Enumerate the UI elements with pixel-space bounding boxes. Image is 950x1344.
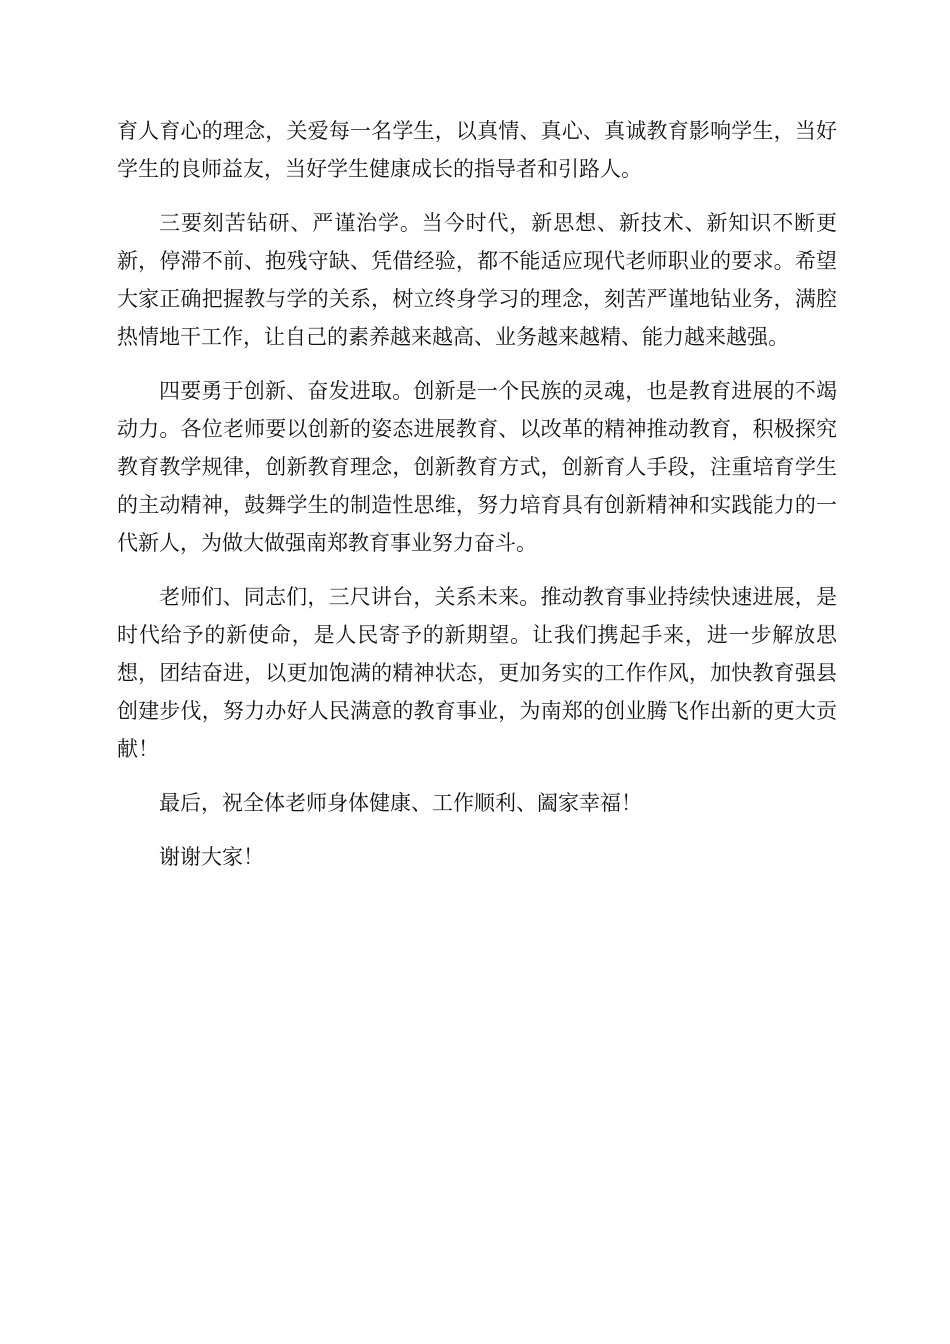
- document-body: [117, 112, 837, 892]
- paragraph-4: 老师们、同志们，三尺讲台，关系未来。推动教育事业持续快速进展，是时代给予的新使命，是人民寄予的新期望。让我们携起手来，进一步解放思想，团结奋进，以更加饱满的精神状态，更加务实的工作作风，加快教育强县创建步伐，努力办好人民满意的教育事业，为南郑的创业腾飞作出新的更大贡献！: [117, 585, 837, 761]
- paragraph-5: 最后，祝全体老师身体健康、工作顺利、阖家幸福！: [159, 791, 642, 815]
- paragraph-2: 三要刻苦钻研、严谨治学。当今时代，新思想、新技术、新知识不断更新，停滞不前、抱残守缺、凭借经验，都不能适应现代老师职业的要求。希望大家正确把握教与学的关系，树立终身学习的理念，刻苦严谨地钻业务，满腔热情地干工作，让自己的素养越来越高、业务越来越精、能力越来越强。: [117, 211, 837, 349]
- paragraph-1: 育人育心的理念，关爱每一名学生，以真情、真心、真诚教育影响学生，当好学生的良师益友，当好学生健康成长的指导者和引路人。: [117, 119, 837, 181]
- paragraph-6: 谢谢大家！: [159, 845, 264, 869]
- paragraph-3: 四要勇于创新、奋发进取。创新是一个民族的灵魂，也是教育进展的不竭动力。各位老师要以创新的姿态进展教育、以改革的精神推动教育，积极探究教育教学规律，创新教育理念，创新教育方式，创新育人手段，注重培育学生的主动精神，鼓舞学生的制造性思维，努力培育具有创新精神和实践能力的一代新人，为做大做强南郑教育事业努力奋斗。: [117, 379, 837, 555]
